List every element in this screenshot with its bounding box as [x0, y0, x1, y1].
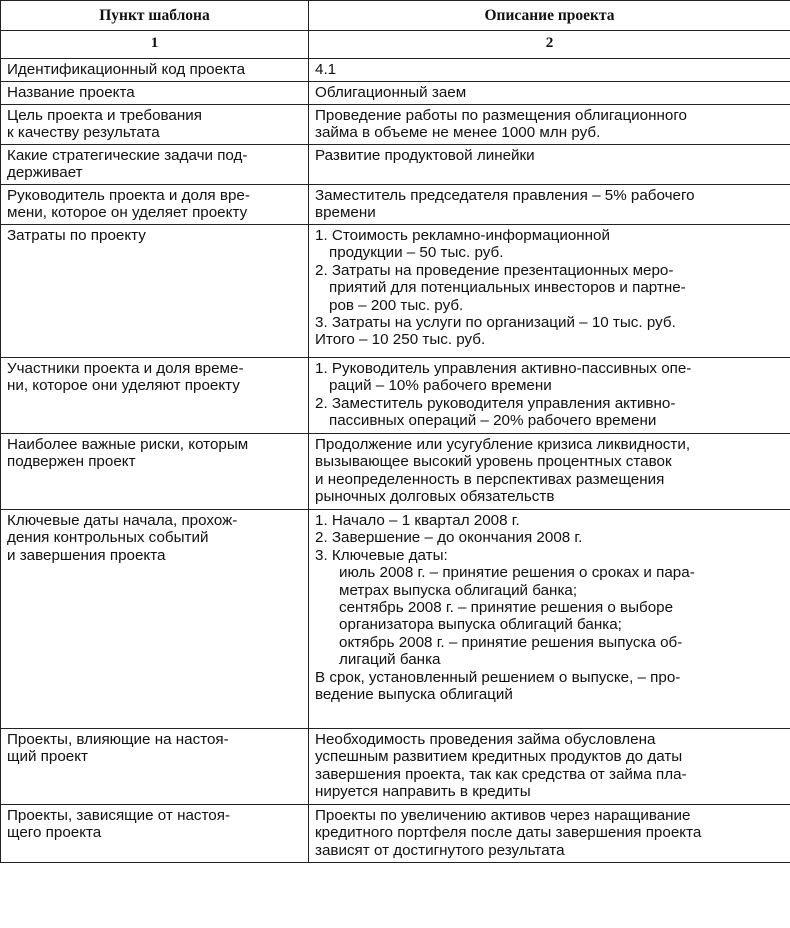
table-body — [1, 59, 790, 863]
column-number-1: 1 — [1, 31, 309, 59]
template-item-line: подвержен проект — [7, 453, 136, 471]
project-description-cell — [309, 145, 790, 185]
description-line: Проведение работы по размещения облигационного — [315, 107, 687, 124]
template-item-cell — [1, 185, 309, 225]
project-description-cell — [309, 510, 790, 729]
template-item-line: ни, которое они уделяют проекту — [7, 377, 240, 395]
template-item-cell — [1, 729, 309, 805]
description-line: 1. Стоимость рекламно-информационной — [315, 227, 610, 244]
template-item-line: к качеству результата — [7, 124, 160, 142]
template-item-cell — [1, 225, 309, 358]
template-item-line: Ключевые даты начала, прохож- — [7, 512, 238, 529]
description-line: раций – 10% рабочего времени — [329, 377, 552, 395]
description-line: метрах выпуска облигаций банка; — [339, 581, 578, 599]
description-line: ведение выпуска облигаций — [315, 686, 513, 704]
project-description-cell — [309, 358, 790, 434]
template-item-cell — [1, 105, 309, 145]
description-line: продукции – 50 тыс. руб. — [329, 244, 504, 262]
description-line: кредитного портфеля после даты завершения проекта — [315, 824, 702, 842]
template-item-cell — [1, 59, 309, 82]
project-description-cell — [309, 185, 790, 225]
description-line: В срок, установленный решением о выпуске, – про- — [315, 668, 681, 686]
template-item-line: Проекты, зависящие от настоя- — [7, 807, 231, 824]
template-item-line: Затраты по проекту — [7, 227, 146, 244]
description-line: 3. Ключевые даты: — [315, 546, 448, 564]
description-line: завершения проекта, так как средства от займа пла- — [315, 765, 687, 783]
table-row — [1, 145, 790, 185]
description-line: времени — [315, 204, 376, 222]
description-line: 3. Затраты на услуги по организаций – 10 тыс. руб. — [315, 314, 676, 332]
project-description-cell — [309, 434, 790, 510]
project-description-cell — [309, 59, 790, 82]
template-item-line: Идентификационный код проекта — [7, 61, 246, 78]
description-line: рыночных долговых обязательств — [315, 488, 555, 506]
table-row — [1, 729, 790, 805]
description-line: 4.1 — [315, 61, 337, 78]
description-line: зависят от достигнутого результата — [315, 841, 565, 859]
template-item-line: Руководитель проекта и доля вре- — [7, 187, 250, 204]
header-row — [1, 1, 790, 31]
description-line: 2. Заместитель руководителя управления активно- — [315, 394, 676, 412]
description-line: 2. Затраты на проведение презентационных меро- — [315, 261, 674, 279]
description-line: Продолжение или усугубление кризиса ликвидности, — [315, 436, 691, 453]
description-line: приятий для потенциальных инвесторов и партне- — [329, 279, 686, 297]
description-line: 2. Завершение – до окончания 2008 г. — [315, 529, 583, 547]
description-line: Проекты по увеличению активов через наращивание — [315, 807, 691, 824]
description-line: займа в объеме не менее 1000 млн руб. — [315, 124, 601, 142]
description-line: 1. Начало – 1 квартал 2008 г. — [315, 512, 520, 529]
header-project-description: Описание проекта — [309, 1, 790, 31]
project-description-cell — [309, 82, 790, 105]
description-line: Облигационный заем — [315, 84, 467, 101]
template-item-line: Участники проекта и доля време- — [7, 360, 244, 377]
template-item-cell — [1, 82, 309, 105]
description-line: и неопределенность в перспективах размещения — [315, 470, 665, 488]
template-item-cell — [1, 510, 309, 729]
table-row — [1, 510, 790, 729]
header-template-item: Пункт шаблона — [1, 1, 309, 31]
template-item-line: дения контрольных событий — [7, 529, 209, 547]
project-description-cell — [309, 225, 790, 358]
template-item-line: щий проект — [7, 748, 89, 766]
table-row — [1, 105, 790, 145]
project-description-cell — [309, 105, 790, 145]
description-line: Заместитель председателя правления – 5% рабочего — [315, 187, 695, 204]
template-item-line: Проекты, влияющие на настоя- — [7, 731, 229, 748]
table-row — [1, 82, 790, 105]
description-line: Итого – 10 250 тыс. руб. — [315, 331, 486, 349]
project-description-cell — [309, 729, 790, 805]
template-item-line: и завершения проекта — [7, 546, 166, 564]
template-item-line: Название проекта — [7, 84, 135, 101]
template-item-line: мени, которое он уделяет проекту — [7, 204, 248, 222]
template-item-line: Цель проекта и требования — [7, 107, 202, 124]
template-item-cell — [1, 805, 309, 863]
description-line: нируется направить в кредиты — [315, 783, 531, 801]
table-row — [1, 225, 790, 358]
project-description-cell — [309, 805, 790, 863]
description-line: успешным развитием кредитных продуктов до даты — [315, 748, 683, 766]
description-line: Необходимость проведения займа обусловлена — [315, 731, 656, 748]
template-item-line: держивает — [7, 164, 83, 182]
description-line: пассивных операций – 20% рабочего времени — [329, 412, 657, 430]
description-line: июль 2008 г. – принятие решения о сроках и пара- — [339, 564, 695, 582]
template-item-line: Какие стратегические задачи под- — [7, 147, 248, 164]
table-row — [1, 434, 790, 510]
table-row — [1, 59, 790, 82]
description-line: 1. Руководитель управления активно-пассивных опе- — [315, 360, 692, 377]
column-number-row — [1, 31, 790, 59]
description-line: сентябрь 2008 г. – принятие решения о выборе — [339, 599, 674, 617]
template-item-cell — [1, 434, 309, 510]
column-number-2: 2 — [309, 31, 790, 59]
table-row — [1, 358, 790, 434]
description-line: Развитие продуктовой линейки — [315, 147, 535, 164]
template-item-cell — [1, 145, 309, 185]
description-line: ров – 200 тыс. руб. — [329, 296, 464, 314]
template-item-cell — [1, 358, 309, 434]
template-item-line: щего проекта — [7, 824, 102, 842]
description-line: октябрь 2008 г. – принятие решения выпуска об- — [339, 633, 683, 651]
template-item-line: Наиболее важные риски, которым — [7, 436, 249, 453]
description-line: организатора выпуска облигаций банка; — [339, 616, 622, 634]
table-row — [1, 185, 790, 225]
table-row — [1, 805, 790, 863]
description-line: лигаций банка — [339, 651, 441, 669]
description-line: вызывающее высокий уровень процентных ставок — [315, 453, 672, 471]
